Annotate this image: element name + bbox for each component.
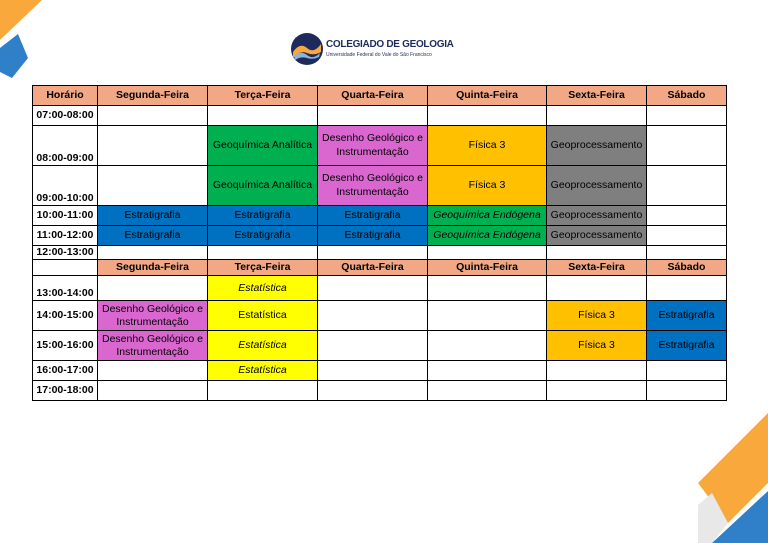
course-cell: Geoquímica Endógena (428, 206, 547, 226)
empty-cell (98, 276, 208, 301)
course-cell: Desenho Geológico e Instrumentação (98, 331, 208, 361)
course-cell: Desenho Geológico e Instrumentação (98, 301, 208, 331)
empty-cell (428, 381, 547, 401)
time-cell: 14:00-15:00 (33, 301, 98, 331)
empty-cell (318, 246, 428, 260)
course-cell: Estratigrafia (208, 206, 318, 226)
course-cell: Estatística (208, 276, 318, 301)
table-row (33, 126, 727, 166)
time-cell: 10:00-11:00 (33, 206, 98, 226)
empty-cell (318, 331, 428, 361)
header-row (33, 86, 727, 106)
empty-cell (98, 381, 208, 401)
empty-cell (647, 106, 727, 126)
time-cell: 07:00-08:00 (33, 106, 98, 126)
empty-cell (98, 246, 208, 260)
logo-subtitle: Universidade Federal do Vale do São Francisco (326, 52, 432, 58)
course-cell: Estratigrafia (208, 226, 318, 246)
empty-cell (647, 226, 727, 246)
logo-emblem-icon (290, 32, 324, 66)
empty-cell (547, 381, 647, 401)
course-cell: Física 3 (547, 331, 647, 361)
header-cell: Quinta-Feira (428, 86, 547, 106)
header-cell: Horário (33, 86, 98, 106)
table-row (33, 301, 727, 331)
course-cell: Geoprocessamento (547, 226, 647, 246)
time-cell: 13:00-14:00 (33, 276, 98, 301)
time-cell: 15:00-16:00 (33, 331, 98, 361)
table-row (33, 381, 727, 401)
course-cell: Geoprocessamento (547, 166, 647, 206)
empty-cell (647, 381, 727, 401)
empty-cell (647, 126, 727, 166)
course-cell: Estratigrafia (318, 206, 428, 226)
empty-cell (318, 381, 428, 401)
table-row (33, 246, 727, 260)
course-cell: Estatística (208, 301, 318, 331)
time-cell: 08:00-09:00 (33, 126, 98, 166)
course-cell: Física 3 (428, 126, 547, 166)
empty-cell (428, 246, 547, 260)
time-cell: 12:00-13:00 (33, 246, 98, 260)
table-row (33, 166, 727, 206)
course-cell: Geoprocessamento (547, 206, 647, 226)
course-cell: Geoprocessamento (547, 126, 647, 166)
empty-cell (428, 361, 547, 381)
empty-cell (547, 276, 647, 301)
time-cell: 17:00-18:00 (33, 381, 98, 401)
header-cell: Sábado (647, 86, 727, 106)
course-cell: Estatística (208, 361, 318, 381)
empty-cell (208, 106, 318, 126)
empty-cell (98, 126, 208, 166)
corner-decoration-bottom-right (698, 413, 768, 543)
empty-cell (98, 166, 208, 206)
empty-cell (647, 361, 727, 381)
course-cell: Estratigrafia (647, 331, 727, 361)
empty-cell (428, 276, 547, 301)
course-cell: Estratigrafia (647, 301, 727, 331)
empty-cell (647, 246, 727, 260)
course-cell: Desenho Geológico e Instrumentação (318, 166, 428, 206)
header-cell: Quinta-Feira (428, 260, 547, 276)
empty-cell (547, 246, 647, 260)
table-row (33, 106, 727, 126)
course-cell: Estratigrafia (318, 226, 428, 246)
afternoon-header-row (33, 260, 727, 276)
logo-title: COLEGIADO DE GEOLOGIA (326, 39, 454, 50)
course-cell: Geoquímica Endógena (428, 226, 547, 246)
empty-cell (318, 361, 428, 381)
header-cell: Sexta-Feira (547, 260, 647, 276)
time-cell: 16:00-17:00 (33, 361, 98, 381)
empty-cell (428, 331, 547, 361)
schedule-table (32, 85, 727, 401)
corner-decoration-top-left (0, 0, 50, 80)
course-cell: Física 3 (428, 166, 547, 206)
header-cell: Sexta-Feira (547, 86, 647, 106)
empty-cell (98, 361, 208, 381)
header-cell: Segunda-Feira (98, 260, 208, 276)
table-row (33, 276, 727, 301)
course-cell: Estratigrafia (98, 206, 208, 226)
empty-cell (547, 106, 647, 126)
course-cell: Física 3 (547, 301, 647, 331)
empty-cell (428, 301, 547, 331)
header-cell: Quarta-Feira (318, 86, 428, 106)
header-cell: Terça-Feira (208, 86, 318, 106)
table-row (33, 361, 727, 381)
table-row (33, 331, 727, 361)
time-cell: 09:00-10:00 (33, 166, 98, 206)
time-cell: 11:00-12:00 (33, 226, 98, 246)
course-cell: Desenho Geológico e Instrumentação (318, 126, 428, 166)
empty-cell (318, 276, 428, 301)
header-cell: Terça-Feira (208, 260, 318, 276)
empty-cell (547, 361, 647, 381)
table-row (33, 206, 727, 226)
table-row (33, 226, 727, 246)
empty-cell (647, 206, 727, 226)
logo (290, 30, 454, 68)
empty-cell (318, 301, 428, 331)
empty-cell (208, 381, 318, 401)
empty-cell (98, 106, 208, 126)
header-cell: Segunda-Feira (98, 86, 208, 106)
header-cell: Sábado (647, 260, 727, 276)
header-cell: Quarta-Feira (318, 260, 428, 276)
empty-cell (428, 106, 547, 126)
course-cell: Geoquímica Analítica (208, 166, 318, 206)
course-cell: Geoquímica Analítica (208, 126, 318, 166)
course-cell: Estratigrafia (98, 226, 208, 246)
empty-cell (647, 276, 727, 301)
empty-cell (208, 246, 318, 260)
empty-cell (33, 260, 98, 276)
course-cell: Estatística (208, 331, 318, 361)
empty-cell (647, 166, 727, 206)
empty-cell (318, 106, 428, 126)
